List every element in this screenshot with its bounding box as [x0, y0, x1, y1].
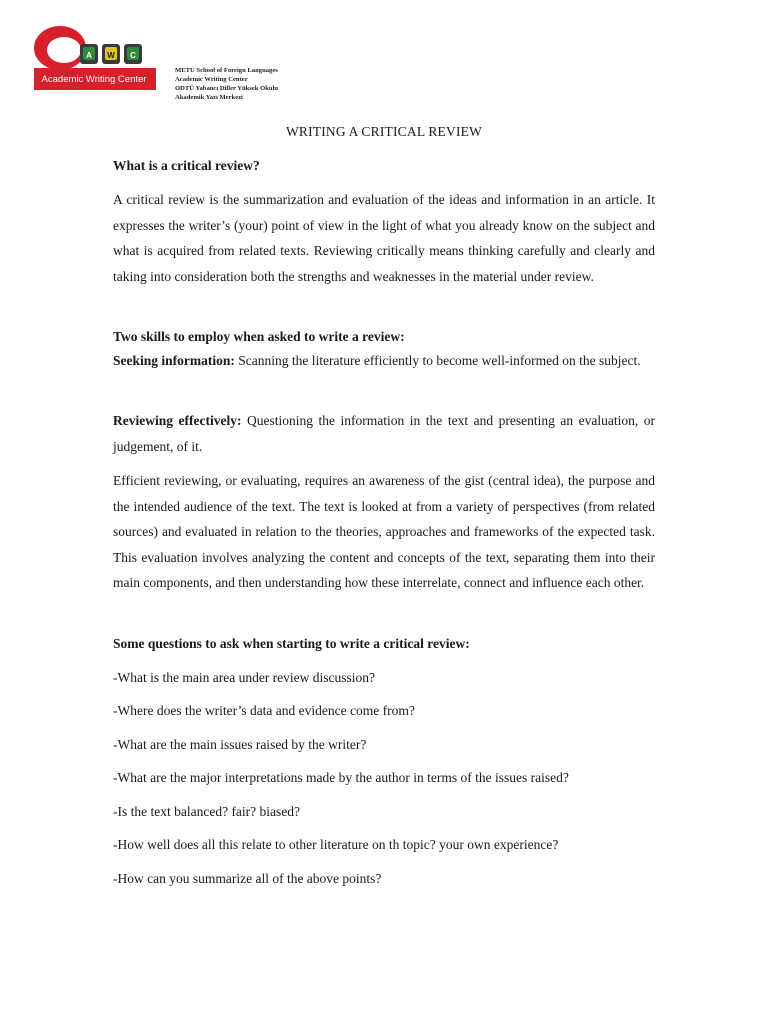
paragraph-reviewing-effectively — [113, 408, 655, 459]
label-reviewing-effectively: Reviewing effectively: — [113, 413, 242, 428]
question-item: -How well does all this relate to other literature on th topic? your own experience? — [113, 837, 559, 852]
heading-two-skills: Two skills to employ when asked to write a review: — [113, 329, 405, 344]
institution-line: ODTÜ Yabancı Diller Yüksek Okulu — [175, 85, 279, 92]
logo-key-a: A — [86, 51, 92, 60]
paragraph-seeking-information — [113, 348, 655, 374]
text-seeking-information: Scanning the literature efficiently to become well-informed on the subject. — [234, 353, 641, 368]
question-item: -How can you summarize all of the above points? — [113, 871, 382, 886]
logo-graphic — [30, 24, 158, 100]
heading-what-is: What is a critical review? — [113, 158, 260, 173]
paragraph-efficient-reviewing: Efficient reviewing, or evaluating, requires an awareness of the gist (central idea), the purpose and the intended audience of the text. The text is looked at from a variety of perspectives (from related sources) and evaluated in relation to the theories, approaches and frameworks of the expected task. This evaluation involves analyzing the content and concepts of the text, separating them into their main components, and then understanding how these interrelate, connect and influence each other. — [113, 473, 655, 591]
paragraph-definition: A critical review is the summarization and evaluation of the ideas and information in an article. It expresses the writer’s (your) point of view in the light of what you already know on the subject and what is acquired from related texts. Reviewing critically means thinking carefully and clearly and taking into consideration both the strengths and weaknesses in the material under review. — [113, 192, 655, 284]
institution-line: METU School of Foreign Languages — [175, 67, 278, 74]
logo-key-c: C — [130, 51, 136, 60]
label-seeking-information: Seeking information: — [113, 353, 235, 368]
institution-line: Akademik Yazı Merkezi — [175, 94, 243, 101]
question-item: -What are the major interpretations made by the author in terms of the issues raised? — [113, 770, 569, 785]
logo-key-w: W — [107, 51, 115, 60]
question-item: -Where does the writer’s data and evidence come from? — [113, 703, 415, 718]
awc-logo — [30, 24, 158, 100]
question-item: -Is the text balanced? fair? biased? — [113, 804, 301, 819]
institution-line: Academic Writing Center — [175, 76, 248, 83]
document-title: WRITING A CRITICAL REVIEW — [285, 124, 483, 139]
logo-banner-text: Academic Writing Center — [41, 74, 147, 85]
question-item: -What are the main issues raised by the writer? — [113, 737, 367, 752]
institution-info — [175, 66, 278, 102]
question-item: -What is the main area under review discussion? — [113, 670, 376, 685]
heading-questions: Some questions to ask when starting to write a critical review: — [113, 636, 470, 651]
text-reviewing-effectively: Questioning the information in the text and presenting an evaluation, or judgement, of it. — [113, 413, 655, 454]
